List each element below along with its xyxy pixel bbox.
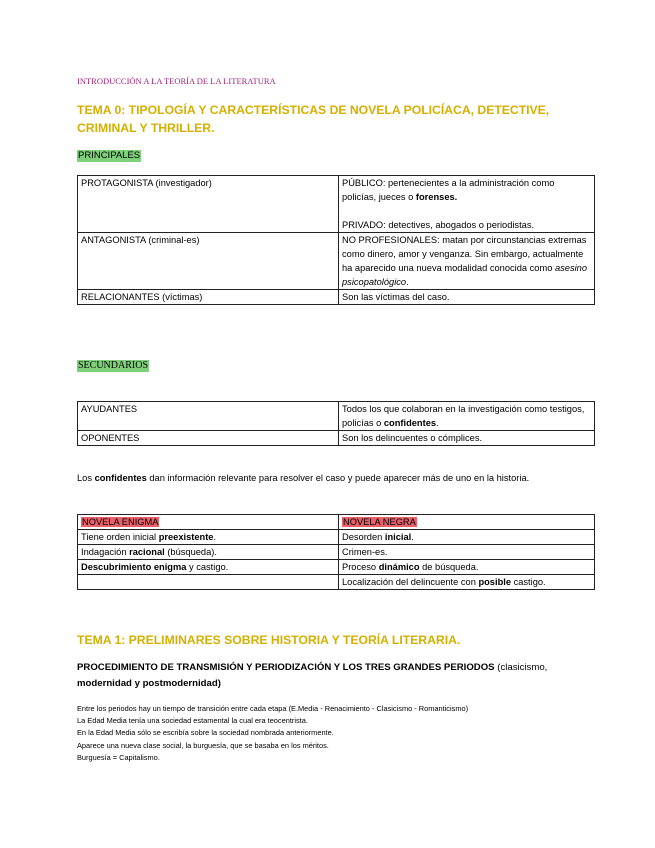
- novela-negra-label: NOVELA NEGRA: [343, 517, 416, 527]
- table-row: [78, 233, 595, 290]
- note-line: Entre los periodos hay un tiempo de transición entre cada etapa (E.Media - Renacimiento - Clasicismo - Romanticismo): [77, 704, 469, 713]
- note-line: Aparece una nueva clase social, la burguesía, que se basaba en los méritos.: [77, 740, 329, 750]
- table-row: [78, 575, 595, 590]
- para-bold: confidentes: [94, 473, 147, 483]
- note-line: En la Edad Media sólo se escribía sobre la sociedad nombrada anteriormente.: [77, 728, 334, 738]
- tema1-title: TEMA 1: PRELIMINARES SOBRE HISTORIA Y TEORÍA LITERARIA.: [77, 633, 461, 647]
- procedimiento-heading: [77, 660, 597, 692]
- cell-text: Desorden: [342, 532, 385, 542]
- cell-text: castigo.: [511, 577, 546, 587]
- negra-r1: [339, 530, 595, 545]
- cell-text: Indagación: [81, 547, 130, 557]
- cell-text: (búsqueda).: [164, 547, 217, 557]
- tema0-title: TEMA 0: TIPOLOGÍA Y CARACTERÍSTICAS DE NOVELA POLICÍACA, DETECTIVE, CRIMINAL Y THRILLER.: [77, 103, 550, 135]
- no-profesionales-text: NO PROFESIONALES: matan por circunstancias extremas como dinero, amor y venganza. Sin embargo, actualmente ha aparecido una nueva modalidad conocida como: [342, 235, 587, 273]
- cell-text: de búsqueda.: [419, 562, 479, 572]
- table-row: [78, 530, 595, 545]
- cell-text: Tiene orden inicial: [81, 532, 159, 542]
- antagonista-cell: ANTAGONISTA (criminal-es): [78, 233, 339, 290]
- principales-label: PRINCIPALES: [78, 150, 141, 161]
- table-row: [78, 431, 595, 446]
- ayudantes-cell: AYUDANTES: [78, 402, 339, 431]
- cell-text: .: [411, 532, 414, 542]
- confidentes-bold: confidentes: [383, 418, 437, 428]
- note-line: Burguesía = Capitalismo.: [77, 752, 160, 762]
- asesino-italic: asesino psicopatológico: [342, 263, 587, 287]
- ayudantes-desc: [339, 402, 595, 431]
- secundarios-table: [77, 401, 595, 446]
- cell-bold: racional: [129, 547, 165, 557]
- table-row: [78, 402, 595, 431]
- relacionantes-desc: Son las víctimas del caso.: [339, 290, 595, 305]
- cell-text: y castigo.: [186, 562, 229, 572]
- antagonista-desc: [339, 233, 595, 290]
- cell-bold: dinámico: [378, 562, 420, 572]
- novela-table: [77, 514, 595, 590]
- novela-enigma-header: [78, 515, 339, 530]
- cell-text: Proceso: [342, 562, 379, 572]
- cell-bold: inicial: [384, 532, 412, 542]
- proc-bold2: modernidad y postmodernidad): [77, 678, 221, 689]
- table-row: [78, 176, 595, 233]
- relacionantes-cell: RELACIONANTES (víctimas): [78, 290, 339, 305]
- period-text: .: [406, 277, 409, 287]
- table-row: [78, 290, 595, 305]
- principales-table: [77, 175, 595, 305]
- oponentes-desc: Son los delincuentes o cómplices.: [339, 431, 595, 446]
- novela-negra-header: [339, 515, 595, 530]
- proc-bold: PROCEDIMIENTO DE TRANSMISIÓN Y PERIODIZACIÓN Y LOS TRES GRANDES PERIODOS: [77, 662, 495, 673]
- negra-r4: [339, 575, 595, 590]
- page-header: INTRODUCCIÓN A LA TEORÍA DE LA LITERATURA: [77, 76, 276, 86]
- cell-bold: preexistente: [158, 532, 214, 542]
- publico-text: PÚBLICO: pertenecientes a la administración como policías, jueces o: [342, 178, 555, 202]
- secundarios-label: SECUNDARIOS: [78, 360, 149, 371]
- ayudantes-text: Todos los que colaboran en la investigación como testigos, policías o: [342, 404, 585, 428]
- cell-text: Localización del delincuente con: [342, 577, 479, 587]
- period-text: .: [436, 418, 439, 428]
- note-line: La Edad Media tenía una sociedad estamental la cual era teocentrista.: [77, 716, 308, 726]
- table-row: [78, 560, 595, 575]
- para-start: Los: [77, 473, 95, 483]
- table-row: [78, 545, 595, 560]
- forenses-bold: forenses.: [415, 192, 458, 202]
- proc-normal: (clasicismo,: [494, 662, 548, 673]
- para-end: dan información relevante para resolver el caso y puede aparecer más de uno en la historia.: [146, 473, 530, 483]
- notes-list: [77, 703, 468, 764]
- cell-text: .: [213, 532, 217, 542]
- oponentes-cell: OPONENTES: [78, 431, 339, 446]
- table-header-row: [78, 515, 595, 530]
- enigma-r3: [78, 560, 339, 575]
- negra-r2: Crimen-es.: [339, 545, 595, 560]
- protagonista-cell: PROTAGONISTA (investigador): [78, 176, 339, 233]
- privado-text: PRIVADO: detectives, abogados o periodistas.: [342, 220, 535, 230]
- protagonista-desc: [339, 176, 595, 233]
- novela-enigma-label: NOVELA ENIGMA: [82, 517, 159, 527]
- enigma-r1: [78, 530, 339, 545]
- enigma-r2: [78, 545, 339, 560]
- enigma-r4: [78, 575, 339, 590]
- negra-r3: [339, 560, 595, 575]
- cell-bold: Descubrimiento enigma: [81, 562, 187, 572]
- cell-bold: posible: [478, 577, 511, 587]
- confidentes-paragraph: [77, 473, 529, 483]
